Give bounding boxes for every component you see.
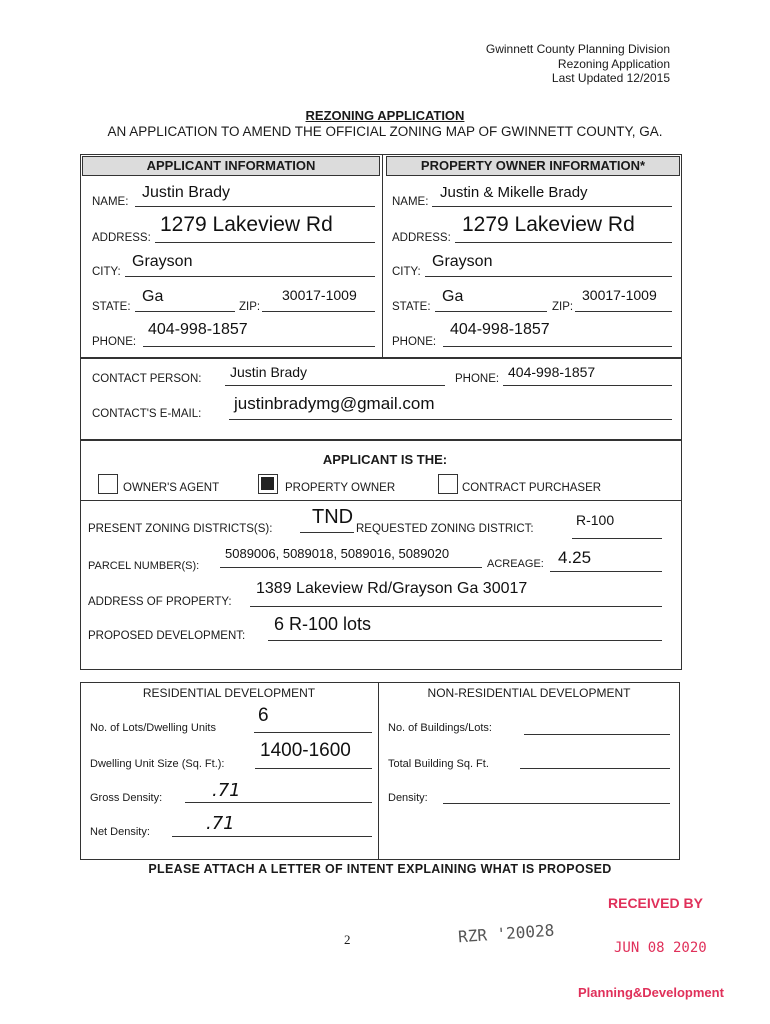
owners-agent-label: OWNER'S AGENT	[123, 482, 220, 494]
parcel-value[interactable]: 5089006, 5089018, 5089016, 5089020	[225, 546, 450, 561]
property-owner-checkbox[interactable]	[258, 474, 278, 494]
contact-phone-label: PHONE:	[455, 373, 500, 385]
development-section	[80, 682, 680, 860]
owner-phone-line	[443, 346, 672, 347]
applicant-name-label: NAME:	[92, 196, 129, 208]
applicant-city-label: CITY:	[92, 266, 121, 278]
building-sqft-line[interactable]	[520, 768, 670, 769]
gross-density-line	[185, 802, 372, 803]
parcel-line	[220, 567, 482, 568]
owner-city-label: CITY:	[392, 266, 421, 278]
owner-city-line	[425, 276, 672, 277]
document-header	[486, 42, 670, 86]
lots-line	[254, 732, 372, 733]
owner-zip-value[interactable]: 30017-1009	[582, 287, 657, 303]
applicant-zip-value[interactable]: 30017-1009	[282, 287, 357, 303]
received-date-stamp: JUN 08 2020	[614, 940, 707, 956]
applicant-address-line	[155, 242, 375, 243]
applicant-phone-label: PHONE:	[92, 336, 137, 348]
applicant-is-heading: APPLICANT IS THE:	[322, 452, 448, 467]
development-divider	[378, 682, 379, 860]
header-form-name: Rezoning Application	[557, 56, 670, 71]
contact-person-label: CONTACT PERSON:	[92, 373, 202, 385]
applicant-state-value[interactable]: Ga	[142, 288, 164, 305]
contract-purchaser-checkbox[interactable]	[438, 474, 458, 494]
form-title: REZONING APPLICATION	[305, 108, 465, 123]
property-address-value[interactable]: 1389 Lakeview Rd/Grayson Ga 30017	[256, 580, 528, 597]
contact-person-value[interactable]: Justin Brady	[230, 364, 308, 380]
lots-label: No. of Lots/Dwelling Units	[90, 722, 216, 734]
header-updated: Last Updated 12/2015	[551, 71, 670, 85]
owner-name-label: NAME:	[392, 196, 429, 208]
owner-zip-line	[575, 311, 672, 312]
applicant-address-value[interactable]: 1279 Lakeview Rd	[160, 213, 333, 236]
buildings-label: No. of Buildings/Lots:	[388, 722, 492, 734]
contact-email-label: CONTACT'S E-MAIL:	[92, 408, 202, 420]
owner-phone-label: PHONE:	[392, 336, 437, 348]
owner-state-line	[435, 311, 547, 312]
owner-info-heading: PROPERTY OWNER INFORMATION*	[386, 156, 680, 176]
contact-phone-value[interactable]: 404-998-1857	[508, 364, 596, 380]
proposed-development-line	[268, 640, 662, 641]
owner-city-value[interactable]: Grayson	[432, 253, 493, 270]
nonresidential-heading: NON-RESIDENTIAL DEVELOPMENT	[427, 686, 631, 700]
contact-phone-line	[503, 385, 672, 386]
owner-phone-value[interactable]: 404-998-1857	[450, 321, 550, 338]
applicant-zip-line	[262, 311, 375, 312]
applicant-is-divider	[80, 500, 682, 501]
contact-email-line	[229, 419, 672, 420]
owner-name-value[interactable]: Justin & Mikelle Brady	[440, 184, 588, 201]
owner-zip-label: ZIP:	[552, 301, 574, 313]
unit-size-value[interactable]: 1400-1600	[260, 740, 351, 761]
gross-density-value[interactable]: .71	[212, 780, 241, 801]
contact-email-value[interactable]: justinbradymg@gmail.com	[234, 394, 435, 413]
acreage-line	[550, 571, 662, 572]
net-density-line	[172, 836, 372, 837]
contract-purchaser-label: CONTRACT PURCHASER	[462, 482, 602, 494]
owners-agent-checkbox[interactable]	[98, 474, 118, 494]
section-divider	[382, 154, 383, 358]
property-address-line	[250, 606, 662, 607]
building-sqft-label: Total Building Sq. Ft.	[388, 758, 489, 770]
present-zoning-label: PRESENT ZONING DISTRICTS(S):	[88, 523, 273, 535]
net-density-label: Net Density:	[90, 826, 150, 838]
property-address-label: ADDRESS OF PROPERTY:	[88, 596, 232, 608]
unit-size-label: Dwelling Unit Size (Sq. Ft.):	[90, 758, 225, 770]
proposed-development-label: PROPOSED DEVELOPMENT:	[88, 630, 246, 642]
applicant-city-value[interactable]: Grayson	[132, 253, 193, 270]
department-stamp: Planning&Development	[578, 985, 724, 1000]
present-zoning-value[interactable]: TND	[312, 506, 354, 528]
requested-zoning-line	[572, 538, 662, 539]
applicant-zip-label: ZIP:	[239, 301, 261, 313]
owner-address-label: ADDRESS:	[392, 232, 451, 244]
applicant-phone-value[interactable]: 404-998-1857	[148, 321, 248, 338]
contact-person-line	[225, 385, 445, 386]
proposed-development-value[interactable]: 6 R-100 lots	[274, 614, 372, 634]
letter-of-intent-note: PLEASE ATTACH A LETTER OF INTENT EXPLAINING WHAT IS PROPOSED	[148, 862, 612, 876]
applicant-name-line	[135, 206, 375, 207]
applicant-state-line	[135, 311, 235, 312]
present-zoning-line	[300, 532, 354, 533]
owner-state-label: STATE:	[392, 301, 431, 313]
received-stamp: RECEIVED BY	[608, 895, 703, 911]
applicant-info-heading: APPLICANT INFORMATION	[82, 156, 380, 176]
gross-density-label: Gross Density:	[90, 792, 163, 804]
lots-value[interactable]: 6	[258, 705, 269, 726]
nonres-density-label: Density:	[388, 792, 428, 804]
property-owner-label: PROPERTY OWNER	[285, 482, 396, 494]
applicant-state-label: STATE:	[92, 301, 131, 313]
form-subtitle: AN APPLICATION TO AMEND THE OFFICIAL ZONING MAP OF GWINNETT COUNTY, GA.	[107, 124, 663, 139]
owner-address-value[interactable]: 1279 Lakeview Rd	[462, 213, 635, 236]
residential-heading: RESIDENTIAL DEVELOPMENT	[142, 686, 316, 700]
applicant-name-value[interactable]: Justin Brady	[142, 184, 231, 201]
acreage-value[interactable]: 4.25	[558, 548, 592, 567]
applicant-address-label: ADDRESS:	[92, 232, 151, 244]
header-division: Gwinnett County Planning Division	[485, 42, 670, 56]
requested-zoning-label: REQUESTED ZONING DISTRICT:	[356, 523, 534, 535]
applicant-phone-line	[143, 346, 375, 347]
owner-state-value[interactable]: Ga	[442, 288, 464, 305]
acreage-label: ACREAGE:	[487, 558, 544, 570]
requested-zoning-value[interactable]: R-100	[576, 512, 615, 528]
nonres-density-line[interactable]	[443, 803, 670, 804]
applicant-city-line	[125, 276, 375, 277]
parcel-label: PARCEL NUMBER(S):	[88, 560, 200, 572]
buildings-line[interactable]	[524, 734, 670, 735]
owner-name-line	[432, 206, 672, 207]
unit-size-line	[255, 768, 372, 769]
case-number-stamp: RZR '20028	[457, 920, 555, 947]
owner-address-line	[455, 242, 672, 243]
net-density-value[interactable]: .71	[206, 813, 235, 834]
page-number: 2	[344, 932, 351, 947]
